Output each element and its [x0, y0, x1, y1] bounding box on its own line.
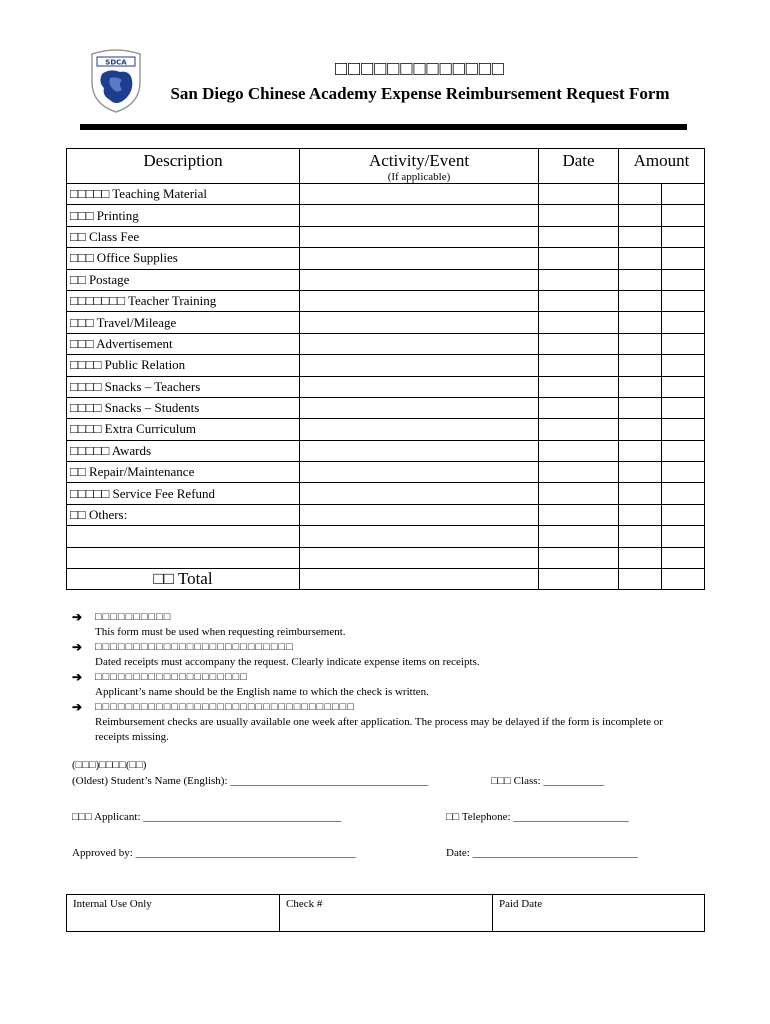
amount-dollars-cell[interactable] — [619, 462, 662, 483]
arrow-right-icon: ➔ — [72, 610, 83, 624]
activity-cell[interactable] — [300, 462, 539, 483]
instruction-item — [72, 700, 692, 745]
table-row — [67, 248, 705, 269]
table-row — [67, 355, 705, 376]
description-cell: □□ Others: — [67, 504, 300, 525]
total-date-cell — [539, 569, 619, 590]
telephone-field[interactable]: □□ Telephone: _____________________ — [446, 811, 629, 823]
expense-table — [66, 148, 705, 590]
table-row — [67, 312, 705, 333]
description-cell: □□□ Printing — [67, 205, 300, 226]
amount-cents-cell[interactable] — [661, 376, 704, 397]
class-field[interactable]: □□□ Class: ___________ — [491, 775, 604, 787]
amount-cents-cell[interactable] — [661, 269, 704, 290]
date-cell[interactable] — [539, 226, 619, 247]
table-row — [67, 547, 705, 568]
table-row — [67, 419, 705, 440]
amount-cents-cell[interactable] — [661, 419, 704, 440]
description-cell: □□ Postage — [67, 269, 300, 290]
description-cell: □□□□ Snacks – Students — [67, 397, 300, 418]
date-cell[interactable] — [539, 483, 619, 504]
instruction-en: Dated receipts must accompany the request. Clearly indicate expense items on receipts. — [95, 656, 480, 668]
activity-cell[interactable] — [300, 483, 539, 504]
activity-cell[interactable] — [300, 333, 539, 354]
paid-date-cell[interactable]: Paid Date — [493, 895, 705, 932]
date-cell[interactable] — [539, 397, 619, 418]
table-header-row — [67, 149, 705, 184]
activity-cell[interactable] — [300, 440, 539, 461]
activity-cell[interactable] — [300, 269, 539, 290]
instruction-en: This form must be used when requesting reimbursement. — [95, 626, 346, 638]
date-cell[interactable] — [539, 184, 619, 205]
table-row — [67, 376, 705, 397]
description-cell — [67, 526, 300, 547]
instructions — [72, 610, 692, 745]
check-number-cell[interactable]: Check # — [280, 895, 493, 932]
date-cell[interactable] — [539, 462, 619, 483]
amount-cents-cell[interactable] — [661, 397, 704, 418]
total-activity-cell — [300, 569, 539, 590]
amount-cents-cell[interactable] — [661, 333, 704, 354]
date-field[interactable]: Date: ______________________________ — [446, 847, 638, 859]
amount-dollars-cell[interactable] — [619, 205, 662, 226]
activity-cell[interactable] — [300, 290, 539, 311]
table-row — [67, 397, 705, 418]
arrow-right-icon: ➔ — [72, 670, 83, 684]
amount-dollars-cell[interactable] — [619, 290, 662, 311]
total-label: □□ Total — [67, 569, 300, 590]
amount-dollars-cell[interactable] — [619, 312, 662, 333]
date-cell[interactable] — [539, 376, 619, 397]
office-use-table — [66, 894, 705, 932]
date-cell[interactable] — [539, 547, 619, 568]
activity-cell[interactable] — [300, 397, 539, 418]
description-cell: □□□□ Extra Curriculum — [67, 419, 300, 440]
instruction-cn: □□□□□□□□□□□□□□□□□□□□ — [95, 671, 248, 683]
activity-cell[interactable] — [300, 419, 539, 440]
activity-cell[interactable] — [300, 184, 539, 205]
activity-cell[interactable] — [300, 312, 539, 333]
activity-cell[interactable] — [300, 355, 539, 376]
table-row — [67, 504, 705, 525]
activity-cell[interactable] — [300, 547, 539, 568]
amount-header: Amount — [619, 149, 705, 184]
instruction-en: Reimbursement checks are usually available one week after application. The process may be delayed if the form is incomplete or receipts missing. — [95, 716, 663, 743]
activity-header-sub: (If applicable) — [387, 171, 451, 183]
instruction-en: Applicant’s name should be the English name to which the check is written. — [95, 686, 429, 698]
amount-dollars-cell[interactable] — [619, 526, 662, 547]
amount-cents-cell[interactable] — [661, 462, 704, 483]
date-cell[interactable] — [539, 504, 619, 525]
instruction-cn: □□□□□□□□□□ — [95, 611, 172, 623]
amount-dollars-cell[interactable] — [619, 226, 662, 247]
amount-dollars-cell[interactable] — [619, 547, 662, 568]
table-row — [67, 184, 705, 205]
description-cell: □□□ Travel/Mileage — [67, 312, 300, 333]
svg-text:SDCA: SDCA — [105, 58, 127, 67]
activity-cell[interactable] — [300, 248, 539, 269]
amount-dollars-cell[interactable] — [619, 376, 662, 397]
amount-cents-cell[interactable] — [661, 526, 704, 547]
instruction-cn: □□□□□□□□□□□□□□□□□□□□□□□□□□□□□□□□□□ — [95, 701, 355, 713]
table-row — [67, 526, 705, 547]
instruction-item — [72, 670, 692, 700]
total-cents-cell[interactable] — [661, 569, 704, 590]
description-cell: □□□□□ Awards — [67, 440, 300, 461]
table-row — [67, 269, 705, 290]
table-row — [67, 205, 705, 226]
amount-cents-cell[interactable] — [661, 440, 704, 461]
activity-cell[interactable] — [300, 226, 539, 247]
header-rule — [80, 124, 687, 130]
title-chinese: □□□□□□□□□□□□□ — [334, 58, 506, 80]
amount-dollars-cell[interactable] — [619, 184, 662, 205]
activity-cell[interactable] — [300, 504, 539, 525]
amount-cents-cell[interactable] — [661, 312, 704, 333]
description-cell: □□ Class Fee — [67, 226, 300, 247]
applicant-field[interactable]: □□□ Applicant: ____________________________________ — [72, 811, 342, 823]
student-name-label-cn: (□□□)□□□□(□□) — [72, 759, 147, 771]
instruction-item — [72, 610, 692, 640]
instruction-cn: □□□□□□□□□□□□□□□□□□□□□□□□□□ — [95, 641, 294, 653]
description-cell: □□□□□□□ Teacher Training — [67, 290, 300, 311]
date-cell[interactable] — [539, 269, 619, 290]
total-row — [67, 569, 705, 590]
table-row — [67, 226, 705, 247]
amount-dollars-cell[interactable] — [619, 355, 662, 376]
description-cell — [67, 547, 300, 568]
table-row — [67, 483, 705, 504]
amount-cents-cell[interactable] — [661, 355, 704, 376]
activity-header — [300, 149, 539, 184]
amount-cents-cell[interactable] — [661, 483, 704, 504]
school-logo — [88, 48, 144, 114]
total-dollars-cell[interactable] — [619, 569, 662, 590]
amount-cents-cell[interactable] — [661, 547, 704, 568]
date-cell[interactable] — [539, 526, 619, 547]
date-cell[interactable] — [539, 312, 619, 333]
amount-dollars-cell[interactable] — [619, 397, 662, 418]
amount-dollars-cell[interactable] — [619, 269, 662, 290]
date-cell[interactable] — [539, 248, 619, 269]
arrow-right-icon: ➔ — [72, 700, 83, 714]
date-cell[interactable] — [539, 419, 619, 440]
instruction-item — [72, 640, 692, 670]
description-cell: □□□□ Snacks – Teachers — [67, 376, 300, 397]
date-cell[interactable] — [539, 290, 619, 311]
activity-header-label: Activity/Event — [368, 151, 470, 170]
amount-dollars-cell[interactable] — [619, 483, 662, 504]
amount-dollars-cell[interactable] — [619, 504, 662, 525]
amount-dollars-cell[interactable] — [619, 248, 662, 269]
date-cell[interactable] — [539, 440, 619, 461]
description-header: Description — [67, 149, 300, 184]
amount-cents-cell[interactable] — [661, 504, 704, 525]
table-row — [67, 290, 705, 311]
amount-dollars-cell[interactable] — [619, 419, 662, 440]
description-cell: □□ Repair/Maintenance — [67, 462, 300, 483]
internal-use-cell: Internal Use Only — [67, 895, 280, 932]
activity-cell[interactable] — [300, 205, 539, 226]
approved-by-field[interactable]: Approved by: ________________________________________ — [72, 847, 356, 859]
date-cell[interactable] — [539, 333, 619, 354]
amount-cents-cell[interactable] — [661, 184, 704, 205]
table-row — [67, 462, 705, 483]
table-row — [67, 440, 705, 461]
description-cell: □□□□ Public Relation — [67, 355, 300, 376]
form-title: San Diego Chinese Academy Expense Reimbursement Request Form — [170, 84, 670, 103]
student-name-field[interactable]: (Oldest) Student’s Name (English): ____________________________________ — [72, 775, 429, 787]
amount-cents-cell[interactable] — [661, 205, 704, 226]
description-cell: □□□□□ Service Fee Refund — [67, 483, 300, 504]
date-cell[interactable] — [539, 355, 619, 376]
amount-dollars-cell[interactable] — [619, 333, 662, 354]
office-use-row — [67, 895, 705, 932]
table-row — [67, 333, 705, 354]
activity-cell[interactable] — [300, 526, 539, 547]
amount-cents-cell[interactable] — [661, 248, 704, 269]
description-cell: □□□ Office Supplies — [67, 248, 300, 269]
amount-cents-cell[interactable] — [661, 226, 704, 247]
description-cell: □□□ Advertisement — [67, 333, 300, 354]
arrow-right-icon: ➔ — [72, 640, 83, 654]
date-cell[interactable] — [539, 205, 619, 226]
description-cell: □□□□□ Teaching Material — [67, 184, 300, 205]
date-header: Date — [539, 149, 619, 184]
activity-cell[interactable] — [300, 376, 539, 397]
amount-cents-cell[interactable] — [661, 290, 704, 311]
amount-dollars-cell[interactable] — [619, 440, 662, 461]
